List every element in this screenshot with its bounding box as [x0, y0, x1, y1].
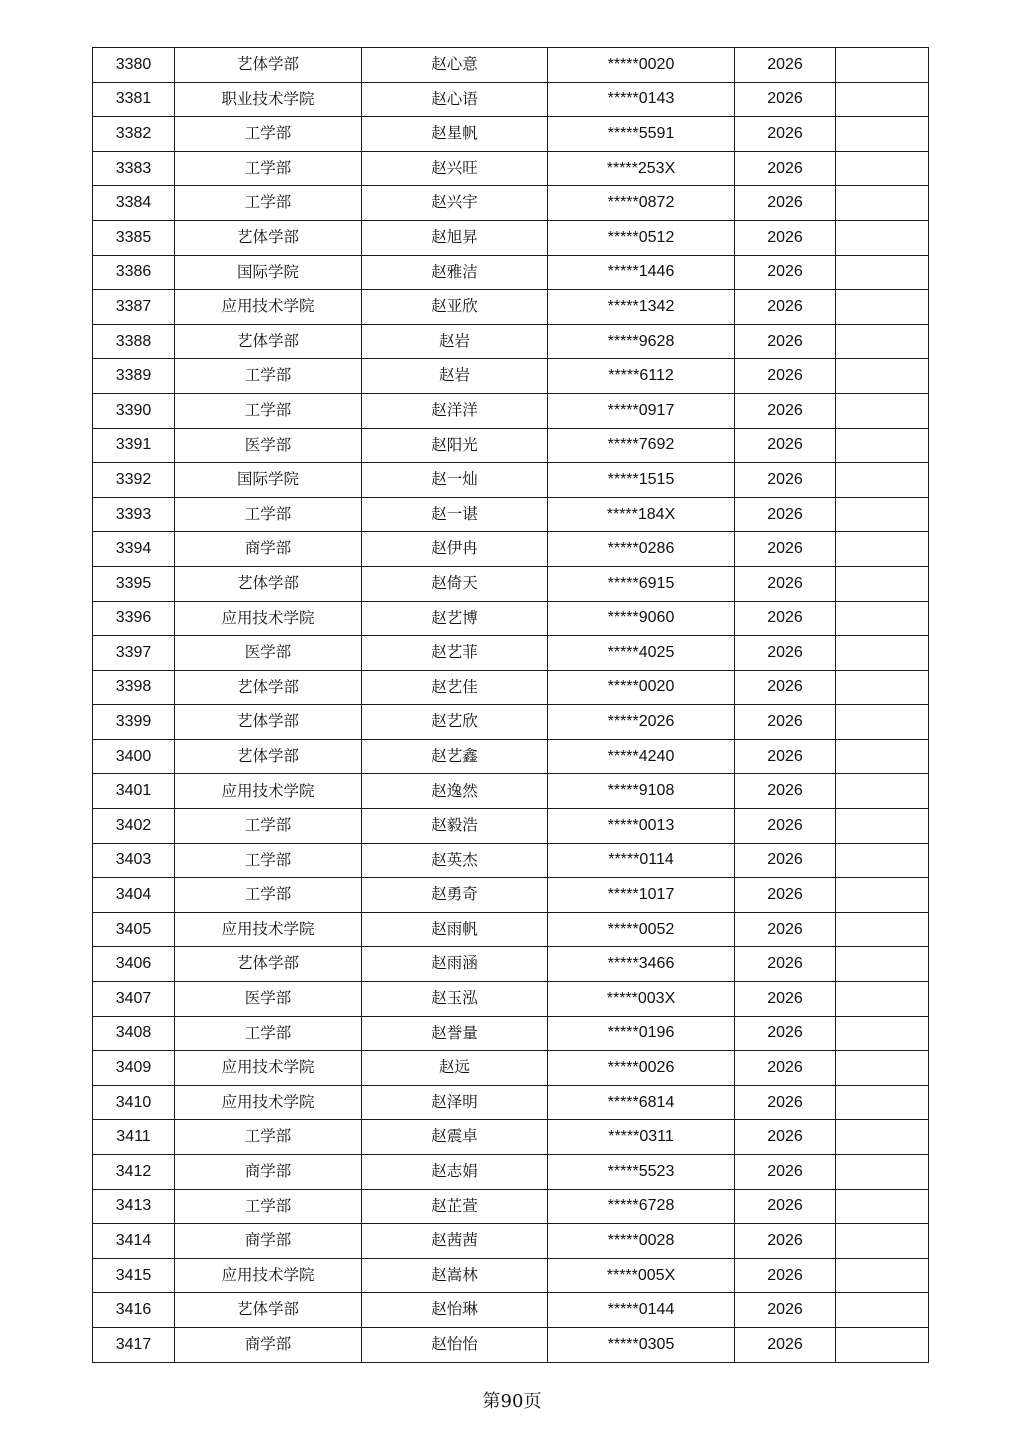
cell-masked-id: *****6112 — [548, 359, 735, 394]
cell-remark — [836, 601, 929, 636]
cell-remark — [836, 947, 929, 982]
cell-masked-id: *****0917 — [548, 393, 735, 428]
cell-seq-number: 3403 — [93, 843, 175, 878]
cell-year: 2026 — [735, 220, 836, 255]
cell-masked-id: *****4240 — [548, 739, 735, 774]
table-row — [93, 1327, 929, 1362]
cell-remark — [836, 532, 929, 567]
cell-remark — [836, 774, 929, 809]
cell-year: 2026 — [735, 324, 836, 359]
cell-department: 工学部 — [175, 809, 362, 844]
cell-masked-id: *****0872 — [548, 186, 735, 221]
cell-year: 2026 — [735, 774, 836, 809]
cell-student-name: 赵嵩林 — [362, 1258, 548, 1293]
cell-masked-id: *****6814 — [548, 1085, 735, 1120]
cell-year: 2026 — [735, 359, 836, 394]
cell-year: 2026 — [735, 566, 836, 601]
cell-student-name: 赵旭昇 — [362, 220, 548, 255]
table-row — [93, 393, 929, 428]
cell-seq-number: 3397 — [93, 636, 175, 671]
cell-student-name: 赵一谌 — [362, 497, 548, 532]
table-row — [93, 1258, 929, 1293]
cell-masked-id: *****184X — [548, 497, 735, 532]
cell-seq-number: 3386 — [93, 255, 175, 290]
table-row — [93, 497, 929, 532]
cell-student-name: 赵岩 — [362, 324, 548, 359]
cell-remark — [836, 324, 929, 359]
cell-seq-number: 3406 — [93, 947, 175, 982]
cell-seq-number: 3405 — [93, 912, 175, 947]
table-row — [93, 1293, 929, 1328]
cell-department: 艺体学部 — [175, 947, 362, 982]
cell-department: 应用技术学院 — [175, 1085, 362, 1120]
cell-year: 2026 — [735, 290, 836, 325]
cell-masked-id: *****0286 — [548, 532, 735, 567]
cell-department: 工学部 — [175, 1016, 362, 1051]
cell-remark — [836, 1120, 929, 1155]
cell-year: 2026 — [735, 843, 836, 878]
table-row — [93, 463, 929, 498]
cell-seq-number: 3385 — [93, 220, 175, 255]
cell-masked-id: *****1017 — [548, 878, 735, 913]
table-row — [93, 774, 929, 809]
cell-department: 艺体学部 — [175, 1293, 362, 1328]
cell-seq-number: 3400 — [93, 739, 175, 774]
table-row — [93, 670, 929, 705]
cell-year: 2026 — [735, 1120, 836, 1155]
cell-year: 2026 — [735, 48, 836, 83]
cell-student-name: 赵雅洁 — [362, 255, 548, 290]
cell-masked-id: *****0028 — [548, 1224, 735, 1259]
cell-seq-number: 3395 — [93, 566, 175, 601]
cell-masked-id: *****253X — [548, 151, 735, 186]
cell-seq-number: 3384 — [93, 186, 175, 221]
cell-year: 2026 — [735, 428, 836, 463]
cell-student-name: 赵泽明 — [362, 1085, 548, 1120]
cell-department: 商学部 — [175, 1224, 362, 1259]
cell-masked-id: *****6728 — [548, 1189, 735, 1224]
table-row — [93, 359, 929, 394]
cell-department: 国际学院 — [175, 255, 362, 290]
cell-remark — [836, 255, 929, 290]
cell-remark — [836, 1085, 929, 1120]
cell-remark — [836, 1258, 929, 1293]
cell-department: 工学部 — [175, 843, 362, 878]
cell-department: 工学部 — [175, 497, 362, 532]
cell-year: 2026 — [735, 463, 836, 498]
cell-student-name: 赵艺博 — [362, 601, 548, 636]
cell-remark — [836, 220, 929, 255]
cell-seq-number: 3416 — [93, 1293, 175, 1328]
cell-year: 2026 — [735, 1155, 836, 1190]
cell-seq-number: 3383 — [93, 151, 175, 186]
table-row — [93, 739, 929, 774]
cell-remark — [836, 739, 929, 774]
cell-student-name: 赵誉量 — [362, 1016, 548, 1051]
cell-student-name: 赵怡琳 — [362, 1293, 548, 1328]
cell-student-name: 赵星帆 — [362, 117, 548, 152]
cell-department: 艺体学部 — [175, 670, 362, 705]
cell-year: 2026 — [735, 982, 836, 1017]
cell-student-name: 赵兴宇 — [362, 186, 548, 221]
table-body — [93, 48, 929, 1363]
cell-remark — [836, 497, 929, 532]
cell-student-name: 赵逸然 — [362, 774, 548, 809]
cell-department: 商学部 — [175, 532, 362, 567]
cell-department: 医学部 — [175, 636, 362, 671]
cell-masked-id: *****003X — [548, 982, 735, 1017]
cell-year: 2026 — [735, 1189, 836, 1224]
cell-department: 艺体学部 — [175, 739, 362, 774]
cell-year: 2026 — [735, 705, 836, 740]
cell-remark — [836, 428, 929, 463]
cell-seq-number: 3387 — [93, 290, 175, 325]
cell-remark — [836, 1224, 929, 1259]
cell-student-name: 赵兴旺 — [362, 151, 548, 186]
cell-masked-id: *****3466 — [548, 947, 735, 982]
cell-student-name: 赵心语 — [362, 82, 548, 117]
cell-remark — [836, 151, 929, 186]
cell-masked-id: *****0026 — [548, 1051, 735, 1086]
cell-department: 应用技术学院 — [175, 290, 362, 325]
cell-department: 艺体学部 — [175, 48, 362, 83]
cell-seq-number: 3399 — [93, 705, 175, 740]
table-row — [93, 151, 929, 186]
table-row — [93, 843, 929, 878]
cell-seq-number: 3381 — [93, 82, 175, 117]
cell-year: 2026 — [735, 1293, 836, 1328]
table-row — [93, 1224, 929, 1259]
cell-remark — [836, 82, 929, 117]
cell-department: 应用技术学院 — [175, 601, 362, 636]
cell-year: 2026 — [735, 912, 836, 947]
cell-department: 商学部 — [175, 1327, 362, 1362]
cell-student-name: 赵勇奇 — [362, 878, 548, 913]
cell-student-name: 赵茜茜 — [362, 1224, 548, 1259]
cell-masked-id: *****9628 — [548, 324, 735, 359]
cell-department: 工学部 — [175, 1120, 362, 1155]
cell-student-name: 赵亚欣 — [362, 290, 548, 325]
cell-student-name: 赵艺欣 — [362, 705, 548, 740]
cell-remark — [836, 1327, 929, 1362]
cell-year: 2026 — [735, 151, 836, 186]
cell-remark — [836, 463, 929, 498]
table-row — [93, 82, 929, 117]
cell-masked-id: *****0144 — [548, 1293, 735, 1328]
cell-year: 2026 — [735, 809, 836, 844]
cell-department: 应用技术学院 — [175, 912, 362, 947]
cell-seq-number: 3402 — [93, 809, 175, 844]
cell-masked-id: *****9060 — [548, 601, 735, 636]
table-row — [93, 532, 929, 567]
table-row — [93, 48, 929, 83]
cell-remark — [836, 878, 929, 913]
cell-remark — [836, 1155, 929, 1190]
table-row — [93, 117, 929, 152]
cell-student-name: 赵雨涵 — [362, 947, 548, 982]
cell-year: 2026 — [735, 601, 836, 636]
cell-masked-id: *****5523 — [548, 1155, 735, 1190]
table-row — [93, 878, 929, 913]
cell-year: 2026 — [735, 878, 836, 913]
cell-seq-number: 3410 — [93, 1085, 175, 1120]
cell-remark — [836, 566, 929, 601]
cell-student-name: 赵阳光 — [362, 428, 548, 463]
cell-remark — [836, 1051, 929, 1086]
cell-remark — [836, 670, 929, 705]
cell-department: 工学部 — [175, 151, 362, 186]
cell-masked-id: *****0052 — [548, 912, 735, 947]
cell-department: 艺体学部 — [175, 324, 362, 359]
table-row — [93, 186, 929, 221]
cell-department: 艺体学部 — [175, 705, 362, 740]
cell-year: 2026 — [735, 497, 836, 532]
cell-masked-id: *****0143 — [548, 82, 735, 117]
cell-student-name: 赵一灿 — [362, 463, 548, 498]
cell-year: 2026 — [735, 670, 836, 705]
cell-seq-number: 3380 — [93, 48, 175, 83]
cell-masked-id: *****0305 — [548, 1327, 735, 1362]
table-row — [93, 912, 929, 947]
table-row — [93, 255, 929, 290]
cell-masked-id: *****2026 — [548, 705, 735, 740]
cell-department: 医学部 — [175, 428, 362, 463]
student-list-table — [92, 47, 929, 1363]
table-row — [93, 601, 929, 636]
cell-remark — [836, 1189, 929, 1224]
cell-student-name: 赵雨帆 — [362, 912, 548, 947]
cell-remark — [836, 1016, 929, 1051]
cell-masked-id: *****0311 — [548, 1120, 735, 1155]
cell-year: 2026 — [735, 82, 836, 117]
cell-masked-id: *****1446 — [548, 255, 735, 290]
cell-seq-number: 3396 — [93, 601, 175, 636]
cell-department: 工学部 — [175, 186, 362, 221]
table-row — [93, 1155, 929, 1190]
cell-year: 2026 — [735, 1258, 836, 1293]
cell-masked-id: *****0114 — [548, 843, 735, 878]
cell-department: 工学部 — [175, 393, 362, 428]
cell-year: 2026 — [735, 1327, 836, 1362]
cell-remark — [836, 186, 929, 221]
cell-remark — [836, 359, 929, 394]
cell-remark — [836, 982, 929, 1017]
cell-department: 工学部 — [175, 359, 362, 394]
cell-seq-number: 3401 — [93, 774, 175, 809]
table-row — [93, 1016, 929, 1051]
cell-remark — [836, 843, 929, 878]
cell-student-name: 赵艺菲 — [362, 636, 548, 671]
cell-student-name: 赵怡怡 — [362, 1327, 548, 1362]
cell-seq-number: 3411 — [93, 1120, 175, 1155]
table-row — [93, 1085, 929, 1120]
cell-seq-number: 3389 — [93, 359, 175, 394]
cell-student-name: 赵倚天 — [362, 566, 548, 601]
cell-seq-number: 3414 — [93, 1224, 175, 1259]
cell-masked-id: *****6915 — [548, 566, 735, 601]
cell-remark — [836, 912, 929, 947]
cell-department: 工学部 — [175, 1189, 362, 1224]
cell-year: 2026 — [735, 1085, 836, 1120]
table-row — [93, 290, 929, 325]
cell-department: 应用技术学院 — [175, 1258, 362, 1293]
cell-masked-id: *****0196 — [548, 1016, 735, 1051]
cell-student-name: 赵芷萱 — [362, 1189, 548, 1224]
cell-department: 应用技术学院 — [175, 1051, 362, 1086]
cell-year: 2026 — [735, 636, 836, 671]
cell-department: 商学部 — [175, 1155, 362, 1190]
cell-year: 2026 — [735, 947, 836, 982]
cell-student-name: 赵艺鑫 — [362, 739, 548, 774]
cell-department: 国际学院 — [175, 463, 362, 498]
table-row — [93, 324, 929, 359]
cell-seq-number: 3393 — [93, 497, 175, 532]
cell-remark — [836, 117, 929, 152]
cell-year: 2026 — [735, 1224, 836, 1259]
cell-remark — [836, 1293, 929, 1328]
cell-masked-id: *****005X — [548, 1258, 735, 1293]
cell-masked-id: *****0013 — [548, 809, 735, 844]
cell-seq-number: 3392 — [93, 463, 175, 498]
cell-seq-number: 3417 — [93, 1327, 175, 1362]
cell-masked-id: *****5591 — [548, 117, 735, 152]
cell-student-name: 赵心意 — [362, 48, 548, 83]
cell-student-name: 赵震卓 — [362, 1120, 548, 1155]
page-number: 第90页 — [482, 1391, 542, 1412]
cell-year: 2026 — [735, 393, 836, 428]
cell-department: 医学部 — [175, 982, 362, 1017]
table-row — [93, 982, 929, 1017]
cell-seq-number: 3415 — [93, 1258, 175, 1293]
cell-masked-id: *****0020 — [548, 670, 735, 705]
cell-masked-id: *****0512 — [548, 220, 735, 255]
table-row — [93, 566, 929, 601]
cell-remark — [836, 393, 929, 428]
cell-year: 2026 — [735, 739, 836, 774]
cell-seq-number: 3394 — [93, 532, 175, 567]
cell-department: 艺体学部 — [175, 220, 362, 255]
cell-student-name: 赵岩 — [362, 359, 548, 394]
cell-department: 应用技术学院 — [175, 774, 362, 809]
cell-seq-number: 3398 — [93, 670, 175, 705]
cell-year: 2026 — [735, 117, 836, 152]
cell-masked-id: *****7692 — [548, 428, 735, 463]
cell-remark — [836, 48, 929, 83]
table-row — [93, 809, 929, 844]
table-row — [93, 1189, 929, 1224]
cell-department: 艺体学部 — [175, 566, 362, 601]
cell-student-name: 赵志娟 — [362, 1155, 548, 1190]
cell-remark — [836, 636, 929, 671]
table-row — [93, 1120, 929, 1155]
cell-seq-number: 3388 — [93, 324, 175, 359]
cell-remark — [836, 290, 929, 325]
cell-year: 2026 — [735, 186, 836, 221]
cell-masked-id: *****1342 — [548, 290, 735, 325]
table-row — [93, 1051, 929, 1086]
cell-department: 工学部 — [175, 117, 362, 152]
cell-year: 2026 — [735, 1016, 836, 1051]
cell-seq-number: 3413 — [93, 1189, 175, 1224]
cell-remark — [836, 809, 929, 844]
cell-seq-number: 3408 — [93, 1016, 175, 1051]
cell-seq-number: 3391 — [93, 428, 175, 463]
table-row — [93, 947, 929, 982]
cell-year: 2026 — [735, 255, 836, 290]
cell-year: 2026 — [735, 532, 836, 567]
cell-masked-id: *****1515 — [548, 463, 735, 498]
cell-department: 职业技术学院 — [175, 82, 362, 117]
cell-department: 工学部 — [175, 878, 362, 913]
cell-student-name: 赵英杰 — [362, 843, 548, 878]
cell-seq-number: 3407 — [93, 982, 175, 1017]
cell-seq-number: 3382 — [93, 117, 175, 152]
cell-masked-id: *****4025 — [548, 636, 735, 671]
cell-seq-number: 3404 — [93, 878, 175, 913]
table-row — [93, 636, 929, 671]
cell-seq-number: 3409 — [93, 1051, 175, 1086]
cell-year: 2026 — [735, 1051, 836, 1086]
cell-student-name: 赵远 — [362, 1051, 548, 1086]
cell-seq-number: 3412 — [93, 1155, 175, 1190]
cell-student-name: 赵洋洋 — [362, 393, 548, 428]
table-row — [93, 428, 929, 463]
cell-student-name: 赵艺佳 — [362, 670, 548, 705]
table-row — [93, 705, 929, 740]
cell-student-name: 赵毅浩 — [362, 809, 548, 844]
table-row — [93, 220, 929, 255]
cell-student-name: 赵伊冉 — [362, 532, 548, 567]
cell-seq-number: 3390 — [93, 393, 175, 428]
cell-student-name: 赵玉泓 — [362, 982, 548, 1017]
cell-masked-id: *****0020 — [548, 48, 735, 83]
cell-remark — [836, 705, 929, 740]
cell-masked-id: *****9108 — [548, 774, 735, 809]
